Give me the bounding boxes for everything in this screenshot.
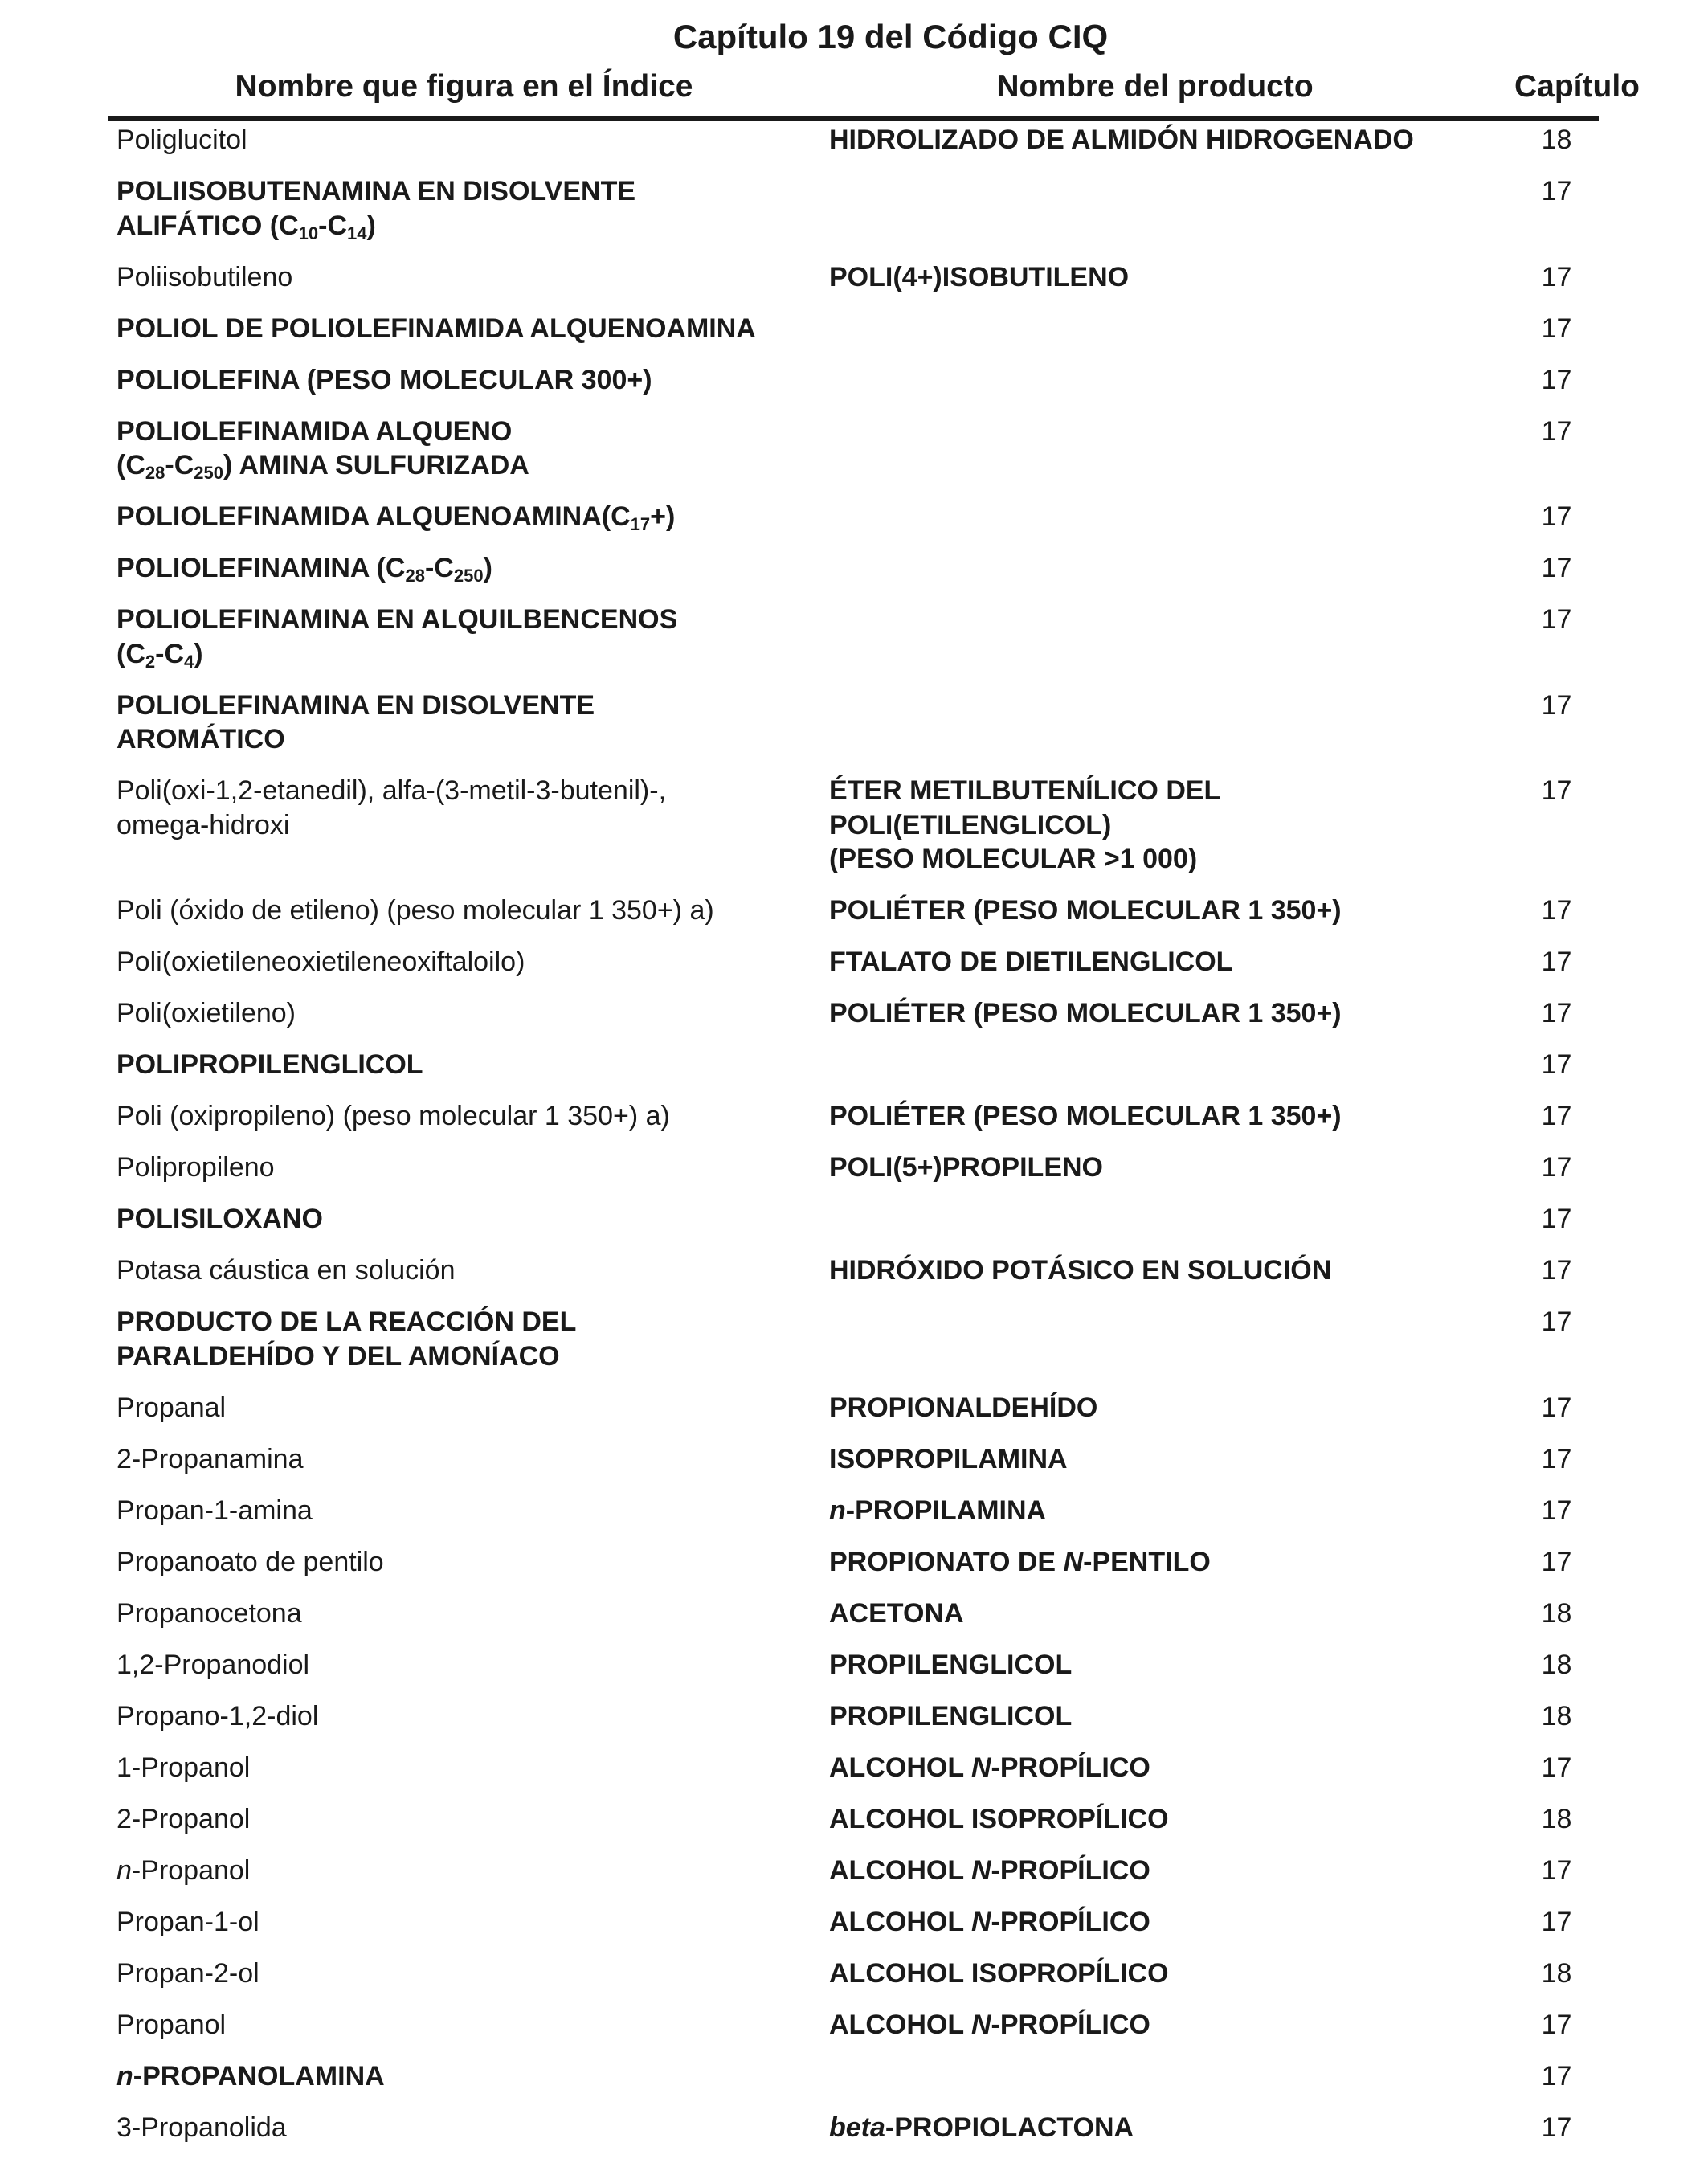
index-name-cell: Poli(oxietileneoxietileneoxiftaloilo) xyxy=(116,947,525,977)
product-name-cell: POLIÉTER (PESO MOLECULAR 1 350+) xyxy=(829,1101,1342,1131)
table-row xyxy=(108,996,1599,1048)
table-row xyxy=(108,1305,1599,1391)
chapter-cell: 17 xyxy=(1541,1204,1572,1234)
chapter-cell: 17 xyxy=(1541,775,1572,806)
product-name-cell: PROPILENGLICOL xyxy=(829,1700,1073,1732)
product-name-cell: PROPIONATO DE N-PENTILO xyxy=(829,1546,1211,1577)
index-name-cell: 3-Propanolida xyxy=(116,2112,287,2143)
table-row xyxy=(108,260,1599,312)
index-name-cell: Poli (óxido de etileno) (peso molecular 1 350+) a) xyxy=(116,895,714,926)
chapter-cell: 17 xyxy=(1541,313,1572,344)
index-name-cell: 1-Propanol xyxy=(116,1752,251,1783)
table-row xyxy=(108,1202,1599,1253)
product-name-cell: ALCOHOL ISOPROPÍLICO xyxy=(829,1803,1169,1834)
index-name-cell: POLIOLEFINA (PESO MOLECULAR 300+) xyxy=(116,364,652,395)
chapter-cell: 17 xyxy=(1541,895,1572,926)
product-name-cell: ÉTER METILBUTENÍLICO DEL POLI(ETILENGLICOL) (PESO MOLECULAR >1 000) xyxy=(829,775,1221,874)
header-index-name: Nombre que figura en el Índice xyxy=(235,69,693,104)
chapter-cell: 17 xyxy=(1541,1306,1572,1337)
chapter-cell: 17 xyxy=(1541,1392,1572,1423)
table-row xyxy=(108,1854,1599,1905)
product-name-cell: HIDROLIZADO DE ALMIDÓN HIDROGENADO xyxy=(829,125,1414,155)
product-name-cell: n-PROPILAMINA xyxy=(829,1494,1047,1526)
index-name-cell: 2-Propanol xyxy=(116,1803,251,1834)
product-name-cell: POLIÉTER (PESO MOLECULAR 1 350+) xyxy=(829,895,1342,926)
table-row xyxy=(108,1099,1599,1151)
product-name-cell: ACETONA xyxy=(829,1597,964,1629)
chapter-cell: 17 xyxy=(1541,1443,1572,1474)
chapter-cell: 17 xyxy=(1541,2112,1572,2143)
table-row xyxy=(108,174,1599,260)
index-name-cell: n-Propanol xyxy=(116,1854,251,1886)
table-row xyxy=(108,363,1599,415)
index-name-cell: POLISILOXANO xyxy=(116,1204,323,1234)
table-header xyxy=(108,59,1640,121)
product-name-cell: HIDRÓXIDO POTÁSICO EN SOLUCIÓN xyxy=(829,1255,1332,1286)
index-name-cell: POLIOLEFINAMINA EN DISOLVENTE AROMÁTICO xyxy=(116,689,595,754)
table-row xyxy=(108,1751,1599,1802)
chapter-cell: 18 xyxy=(1541,125,1572,155)
chapter-cell: 17 xyxy=(1541,1255,1572,1286)
product-name-cell: POLI(5+)PROPILENO xyxy=(829,1152,1103,1183)
chapter-cell: 17 xyxy=(1541,176,1572,206)
product-name-cell: ISOPROPILAMINA xyxy=(829,1443,1068,1474)
product-name-cell: beta-PROPIOLACTONA xyxy=(829,2112,1134,2143)
index-name-cell: Propan-1-ol xyxy=(116,1906,259,1937)
product-name-cell: PROPILENGLICOL xyxy=(829,1649,1073,1680)
index-name-cell: Propanoato de pentilo xyxy=(116,1546,384,1577)
document-page xyxy=(108,14,1640,2162)
page-title: Capítulo 19 del Código CIQ xyxy=(672,18,1109,55)
index-name-cell: POLIOLEFINAMINA EN ALQUILBENCENOS $(C_2-C_4)$ xyxy=(116,604,678,672)
index-name-cell: Poli(oxietileno) xyxy=(116,998,296,1028)
table-row xyxy=(108,1391,1599,1442)
product-name-cell: ALCOHOL N-PROPÍLICO xyxy=(829,1906,1150,1937)
product-name-cell: ALCOHOL ISOPROPÍLICO xyxy=(829,1957,1169,1989)
index-name-cell: 1,2-Propanodiol xyxy=(116,1649,310,1680)
table-row xyxy=(108,312,1599,363)
table-row xyxy=(108,945,1599,996)
index-name-cell: Poliglucitol xyxy=(116,125,247,155)
chapter-cell: 17 xyxy=(1541,1752,1572,1783)
table-body xyxy=(108,123,1599,2162)
chapter-cell: 18 xyxy=(1541,1597,1572,1629)
product-name-cell: POLI(4+)ISOBUTILENO xyxy=(829,261,1130,292)
index-name-cell: Propanol xyxy=(116,2009,227,2040)
table-row xyxy=(108,1494,1599,1545)
chapter-cell: 17 xyxy=(1541,501,1572,532)
header-chapter: Capítulo xyxy=(1514,69,1640,104)
table-row xyxy=(108,2008,1599,2059)
index-name-cell: Propan-2-ol xyxy=(116,1957,259,1989)
product-name-cell: PROPIONALDEHÍDO xyxy=(829,1392,1098,1423)
chapter-cell: 17 xyxy=(1541,1049,1572,1080)
product-name-cell: POLIÉTER (PESO MOLECULAR 1 350+) xyxy=(829,998,1342,1028)
table-row xyxy=(108,415,1599,501)
table-row xyxy=(108,2111,1599,2162)
table-row xyxy=(108,2059,1599,2111)
chapter-cell: 17 xyxy=(1541,998,1572,1028)
chapter-cell: 17 xyxy=(1541,415,1572,447)
table-row xyxy=(108,1442,1599,1494)
index-name-cell: Poli(oxi-1,2-etanedil), alfa-(3-metil-3-butenil)-, omega-hidroxi xyxy=(116,775,667,840)
index-name-cell: Propano-1,2-diol xyxy=(116,1700,319,1732)
index-name-cell: POLIPROPILENGLICOL xyxy=(116,1049,423,1080)
index-name-cell: Propanocetona xyxy=(116,1597,302,1629)
index-name-cell: 2-Propanamina xyxy=(116,1443,304,1474)
index-name-cell: Poli (oxipropileno) (peso molecular 1 350+) a) xyxy=(116,1101,670,1131)
product-name-cell: ALCOHOL N-PROPÍLICO xyxy=(829,1854,1150,1886)
chapter-cell: 18 xyxy=(1541,1700,1572,1732)
table-row xyxy=(108,1699,1599,1751)
product-name-cell: ALCOHOL N-PROPÍLICO xyxy=(829,2009,1150,2040)
table-row xyxy=(108,1648,1599,1699)
index-name-cell: Propan-1-amina xyxy=(116,1494,313,1526)
index-name-cell: POLIOL DE POLIOLEFINAMIDA ALQUENOAMINA xyxy=(116,313,756,344)
product-name-cell: ALCOHOL N-PROPÍLICO xyxy=(829,1752,1150,1783)
chapter-cell: 17 xyxy=(1541,947,1572,977)
index-name-cell: Potasa cáustica en solución xyxy=(116,1255,456,1286)
table-row xyxy=(108,774,1599,893)
index-name-cell: POLIISOBUTENAMINA EN DISOLVENTE ALIFÁTICO $(C_{10}-C_{14})$ xyxy=(116,176,636,243)
table-row xyxy=(108,689,1599,775)
chapter-cell: 17 xyxy=(1541,2060,1572,2091)
chapter-cell: 18 xyxy=(1541,1649,1572,1680)
table-row xyxy=(108,123,1599,174)
index-name-cell: PRODUCTO DE LA REACCIÓN DEL PARALDEHÍDO Y DEL AMONÍACO xyxy=(116,1306,577,1372)
chapter-cell: 17 xyxy=(1541,1906,1572,1937)
table-row xyxy=(108,500,1599,551)
chapter-cell: 17 xyxy=(1541,1101,1572,1131)
index-name-cell: POLIOLEFINAMINA $(C_{28}-C_{250})$ xyxy=(116,553,492,586)
chapter-cell: 18 xyxy=(1541,1957,1572,1989)
index-name-cell: Polipropileno xyxy=(116,1152,275,1183)
index-name-cell: POLIOLEFINAMIDA ALQUENO $(C_{28}-C_{250})$ AMINA SULFURIZADA xyxy=(116,415,529,483)
table-row xyxy=(108,1597,1599,1648)
chapter-cell: 17 xyxy=(1541,1152,1572,1183)
chapter-cell: 18 xyxy=(1541,1803,1572,1834)
table-row xyxy=(108,1048,1599,1099)
chapter-cell: 17 xyxy=(1541,689,1572,721)
table-row xyxy=(108,1545,1599,1597)
table-row xyxy=(108,1956,1599,2008)
chapter-cell: 17 xyxy=(1541,364,1572,395)
chapter-cell: 17 xyxy=(1541,2009,1572,2040)
table-row xyxy=(108,1151,1599,1202)
index-name-cell: POLIOLEFINAMIDA $ALQUENOAMINA(C_{17}+)$ xyxy=(116,501,676,534)
table-row xyxy=(108,1253,1599,1305)
table-row xyxy=(108,1802,1599,1854)
chapter-cell: 17 xyxy=(1541,1854,1572,1886)
table-row xyxy=(108,893,1599,945)
index-name-cell: Propanal xyxy=(116,1392,227,1423)
product-name-cell: FTALATO DE DIETILENGLICOL xyxy=(829,947,1233,977)
chapter-cell: 17 xyxy=(1541,604,1572,635)
chapter-cell: 17 xyxy=(1541,1494,1572,1526)
chapter-cell: 17 xyxy=(1541,261,1572,292)
header-product-name: Nombre del producto xyxy=(996,69,1314,104)
index-name-cell: Poliisobutileno xyxy=(116,261,293,292)
table-row xyxy=(108,551,1599,603)
table-row xyxy=(108,1905,1599,1956)
chapter-cell: 17 xyxy=(1541,1546,1572,1577)
table-row xyxy=(108,603,1599,689)
chapter-cell: 17 xyxy=(1541,553,1572,583)
index-name-cell: n-PROPANOLAMINA xyxy=(116,2060,385,2091)
